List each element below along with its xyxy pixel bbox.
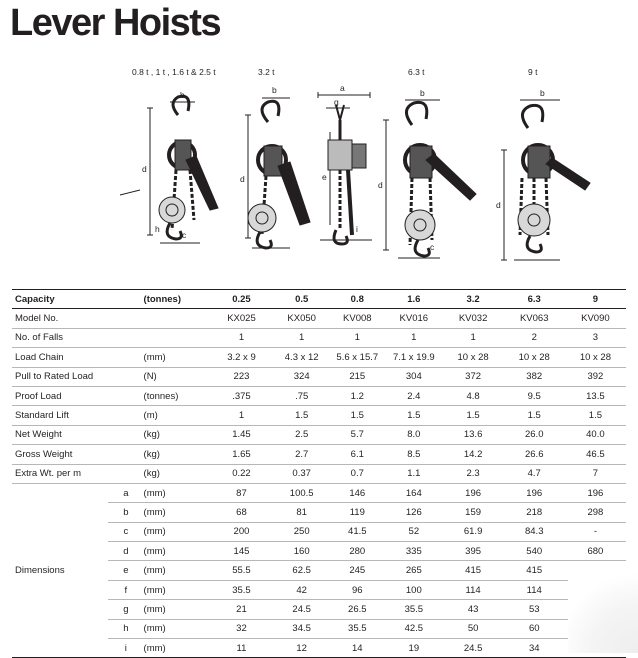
cell-value: 196: [504, 483, 565, 502]
capacity-value: 6.3: [504, 290, 565, 309]
cell-value: 304: [385, 367, 442, 386]
cell-value: 8.5: [385, 445, 442, 464]
table-row: [12, 309, 626, 328]
hoist-drawing-3-2t: [245, 98, 310, 248]
cell-value: 159: [443, 503, 504, 522]
cell-value: 196: [565, 483, 626, 502]
cell-value: 42: [274, 580, 330, 599]
cell-value: 10 x 28: [504, 348, 565, 367]
cell-value: 7: [565, 464, 626, 483]
cell-value: 61.9: [443, 522, 504, 541]
capacity-value: 3.2: [443, 290, 504, 309]
row-unit: (mm): [144, 348, 210, 367]
cell-value: 68: [209, 503, 274, 522]
dimension-key: g: [108, 600, 143, 619]
cell-value: 13.5: [565, 386, 626, 405]
row-label: No. of Falls: [12, 328, 144, 347]
cell-value: 0.37: [274, 464, 330, 483]
dim-letter: d: [142, 164, 147, 174]
dimension-key: h: [108, 619, 143, 638]
cell-value: 1.5: [504, 406, 565, 425]
row-unit: [144, 309, 210, 328]
cell-value: 1: [443, 328, 504, 347]
row-label: Gross Weight: [12, 445, 144, 464]
row-unit: (tonnes): [144, 386, 210, 405]
cell-value: 1: [329, 328, 385, 347]
cell-value: 392: [565, 367, 626, 386]
cell-value: KX025: [209, 309, 274, 328]
cell-value: 8.0: [385, 425, 442, 444]
cell-value: 280: [329, 542, 385, 561]
cell-value: 415: [443, 561, 504, 580]
row-unit: (mm): [144, 600, 210, 619]
dim-letter: h: [155, 224, 160, 234]
dim-letter: b: [420, 88, 425, 98]
dimension-group-cell: [12, 600, 108, 619]
cell-value: 84.3: [504, 522, 565, 541]
cell-value: KV090: [565, 309, 626, 328]
diagram-label-3-2t: 3.2 t: [258, 67, 275, 77]
cell-value: 2.5: [274, 425, 330, 444]
cell-value: 298: [565, 503, 626, 522]
cell-value: 50: [443, 619, 504, 638]
cell-value: 11: [209, 639, 274, 658]
cell-value: KV008: [329, 309, 385, 328]
cell-value: 382: [504, 367, 565, 386]
cell-value: 2: [504, 328, 565, 347]
dim-letter: i: [356, 224, 358, 234]
row-label: Pull to Rated Load: [12, 367, 144, 386]
diagram-label-6-3t: 6.3 t: [408, 67, 425, 77]
cell-value: 335: [385, 542, 442, 561]
cell-value: 146: [329, 483, 385, 502]
cell-value: 245: [329, 561, 385, 580]
cell-value: 62.5: [274, 561, 330, 580]
dim-letter: d: [240, 174, 245, 184]
row-unit: (mm): [144, 619, 210, 638]
table-row: [12, 425, 626, 444]
cell-value: 13.6: [443, 425, 504, 444]
cell-value: 35.5: [385, 600, 442, 619]
cell-value: 96: [329, 580, 385, 599]
table-row: [12, 348, 626, 367]
dimension-row: [12, 483, 626, 502]
row-label: Net Weight: [12, 425, 144, 444]
dim-letter: c: [430, 242, 435, 252]
cell-value: 114: [443, 580, 504, 599]
dimension-row: [12, 600, 626, 619]
cell-value: 14: [329, 639, 385, 658]
dimension-row: [12, 639, 626, 658]
cell-value: 3: [565, 328, 626, 347]
row-unit: (mm): [144, 483, 210, 502]
dimension-key: d: [108, 542, 143, 561]
row-unit: (kg): [144, 425, 210, 444]
row-unit: (kg): [144, 464, 210, 483]
cell-value: 10 x 28: [565, 348, 626, 367]
cell-value: 32: [209, 619, 274, 638]
cell-value: KV032: [443, 309, 504, 328]
cell-value: 9.5: [504, 386, 565, 405]
cell-value: 100.5: [274, 483, 330, 502]
cell-value: 46.5: [565, 445, 626, 464]
dimension-row: [12, 522, 626, 541]
dim-letter: b: [272, 85, 277, 95]
cell-value: 145: [209, 542, 274, 561]
cell-value: 6.1: [329, 445, 385, 464]
cell-value: 1.1: [385, 464, 442, 483]
dim-letter: g: [334, 97, 339, 107]
dimension-row: [12, 561, 626, 580]
cell-value: 7.1 x 19.9: [385, 348, 442, 367]
capacity-value: 9: [565, 290, 626, 309]
dimensions-label: Dimensions: [15, 565, 65, 577]
dimension-row: [12, 542, 626, 561]
cell-value: 53: [504, 600, 565, 619]
cell-value: 12: [274, 639, 330, 658]
row-unit: (mm): [144, 542, 210, 561]
cell-value: 218: [504, 503, 565, 522]
cell-value: 540: [504, 542, 565, 561]
diagram-label-9t: 9 t: [528, 67, 538, 77]
cell-value: 100: [385, 580, 442, 599]
row-unit: (mm): [144, 639, 210, 658]
capacity-value: 0.25: [209, 290, 274, 309]
cell-value: 35.5: [329, 619, 385, 638]
dim-letter: a: [340, 83, 345, 93]
dim-letter: c: [182, 230, 187, 240]
dim-letter: b: [180, 90, 185, 100]
cell-value: 200: [209, 522, 274, 541]
dimension-key: i: [108, 639, 143, 658]
capacity-unit: (tonnes): [144, 290, 210, 309]
table-header-row: [12, 290, 626, 309]
cell-value: 223: [209, 367, 274, 386]
corner-decoration: [568, 563, 638, 653]
capacity-label: Capacity: [12, 290, 144, 309]
row-unit: (kg): [144, 445, 210, 464]
dimension-key: e: [108, 561, 143, 580]
dimension-group-cell: [12, 522, 108, 541]
row-unit: (mm): [144, 561, 210, 580]
cell-value: .375: [209, 386, 274, 405]
cell-value: 196: [443, 483, 504, 502]
cell-value: 24.5: [274, 600, 330, 619]
dimension-key: f: [108, 580, 143, 599]
cell-value: 1: [274, 328, 330, 347]
dimension-row: [12, 503, 626, 522]
cell-value: 24.5: [443, 639, 504, 658]
row-unit: (mm): [144, 503, 210, 522]
cell-value: 41.5: [329, 522, 385, 541]
hoist-drawing-9t: [501, 100, 590, 260]
dim-letter: d: [496, 200, 501, 210]
cell-value: 42.5: [385, 619, 442, 638]
dimension-group-cell: [12, 483, 108, 502]
row-unit: (m): [144, 406, 210, 425]
cell-value: 1: [385, 328, 442, 347]
dimension-key: b: [108, 503, 143, 522]
cell-value: 680: [565, 542, 626, 561]
cell-value: 395: [443, 542, 504, 561]
row-unit: (N): [144, 367, 210, 386]
dim-letter: b: [540, 88, 545, 98]
dimension-group-cell: [12, 503, 108, 522]
cell-value: 19: [385, 639, 442, 658]
row-label: Standard Lift: [12, 406, 144, 425]
cell-value: 1.45: [209, 425, 274, 444]
dimension-group-cell: [12, 542, 108, 561]
dim-letter: d: [378, 180, 383, 190]
cell-value: 26.6: [504, 445, 565, 464]
hoist-diagrams: [0, 60, 638, 280]
table-row: [12, 367, 626, 386]
cell-value: 2.4: [385, 386, 442, 405]
cell-value: 415: [504, 561, 565, 580]
cell-value: 1: [209, 406, 274, 425]
cell-value: 3.2 x 9: [209, 348, 274, 367]
capacity-value: 0.5: [274, 290, 330, 309]
dimension-row: [12, 580, 626, 599]
cell-value: 265: [385, 561, 442, 580]
cell-value: 10 x 28: [443, 348, 504, 367]
row-unit: [144, 328, 210, 347]
cell-value: 34: [504, 639, 565, 658]
row-label: Extra Wt. per m: [12, 464, 144, 483]
dimension-group-cell: [12, 639, 108, 658]
cell-value: 34.5: [274, 619, 330, 638]
cell-value: 4.8: [443, 386, 504, 405]
cell-value: 52: [385, 522, 442, 541]
cell-value: 1.5: [565, 406, 626, 425]
cell-value: 35.5: [209, 580, 274, 599]
hoist-drawing-side-view: [318, 92, 372, 244]
table-row: [12, 386, 626, 405]
spec-table: [12, 289, 626, 658]
dimension-row: [12, 619, 626, 638]
cell-value: 164: [385, 483, 442, 502]
cell-value: 160: [274, 542, 330, 561]
cell-value: -: [565, 522, 626, 541]
cell-value: 1.5: [274, 406, 330, 425]
cell-value: 0.7: [329, 464, 385, 483]
cell-value: 40.0: [565, 425, 626, 444]
table-row: [12, 445, 626, 464]
table-row: [12, 406, 626, 425]
capacity-value: 1.6: [385, 290, 442, 309]
cell-value: 26.0: [504, 425, 565, 444]
cell-value: 26.5: [329, 600, 385, 619]
cell-value: 14.2: [443, 445, 504, 464]
cell-value: 1.5: [329, 406, 385, 425]
cell-value: 372: [443, 367, 504, 386]
cell-value: 2.3: [443, 464, 504, 483]
cell-value: 5.6 x 15.7: [329, 348, 385, 367]
row-label: Load Chain: [12, 348, 144, 367]
cell-value: 1.65: [209, 445, 274, 464]
table-row: [12, 328, 626, 347]
cell-value: 215: [329, 367, 385, 386]
cell-value: 4.7: [504, 464, 565, 483]
cell-value: 4.3 x 12: [274, 348, 330, 367]
cell-value: 0.22: [209, 464, 274, 483]
cell-value: 60: [504, 619, 565, 638]
cell-value: 250: [274, 522, 330, 541]
cell-value: 126: [385, 503, 442, 522]
row-unit: (mm): [144, 580, 210, 599]
capacity-value: 0.8: [329, 290, 385, 309]
hoist-drawing-6-3t: [383, 100, 476, 258]
cell-value: 1.2: [329, 386, 385, 405]
table-row: [12, 464, 626, 483]
row-unit: (mm): [144, 522, 210, 541]
dimension-key: c: [108, 522, 143, 541]
cell-value: 87: [209, 483, 274, 502]
cell-value: 21: [209, 600, 274, 619]
cell-value: KV063: [504, 309, 565, 328]
cell-value: KV016: [385, 309, 442, 328]
cell-value: 2.7: [274, 445, 330, 464]
dimension-key: a: [108, 483, 143, 502]
cell-value: 1: [209, 328, 274, 347]
cell-value: 55.5: [209, 561, 274, 580]
dimension-group-cell: [12, 580, 108, 599]
cell-value: 114: [504, 580, 565, 599]
cell-value: KX050: [274, 309, 330, 328]
cell-value: 119: [329, 503, 385, 522]
cell-value: 324: [274, 367, 330, 386]
cell-value: 1.5: [443, 406, 504, 425]
dimension-group-cell: [12, 619, 108, 638]
page-title: Lever Hoists: [10, 2, 221, 44]
cell-value: 1.5: [385, 406, 442, 425]
cell-value: 5.7: [329, 425, 385, 444]
hoist-drawing-small: [120, 96, 218, 243]
cell-value: 81: [274, 503, 330, 522]
diagram-label-small: 0.8 t , 1 t , 1.6 t & 2.5 t: [132, 67, 216, 77]
cell-value: 43: [443, 600, 504, 619]
cell-value: .75: [274, 386, 330, 405]
row-label: Proof Load: [12, 386, 144, 405]
dim-letter: e: [322, 172, 327, 182]
row-label: Model No.: [12, 309, 144, 328]
